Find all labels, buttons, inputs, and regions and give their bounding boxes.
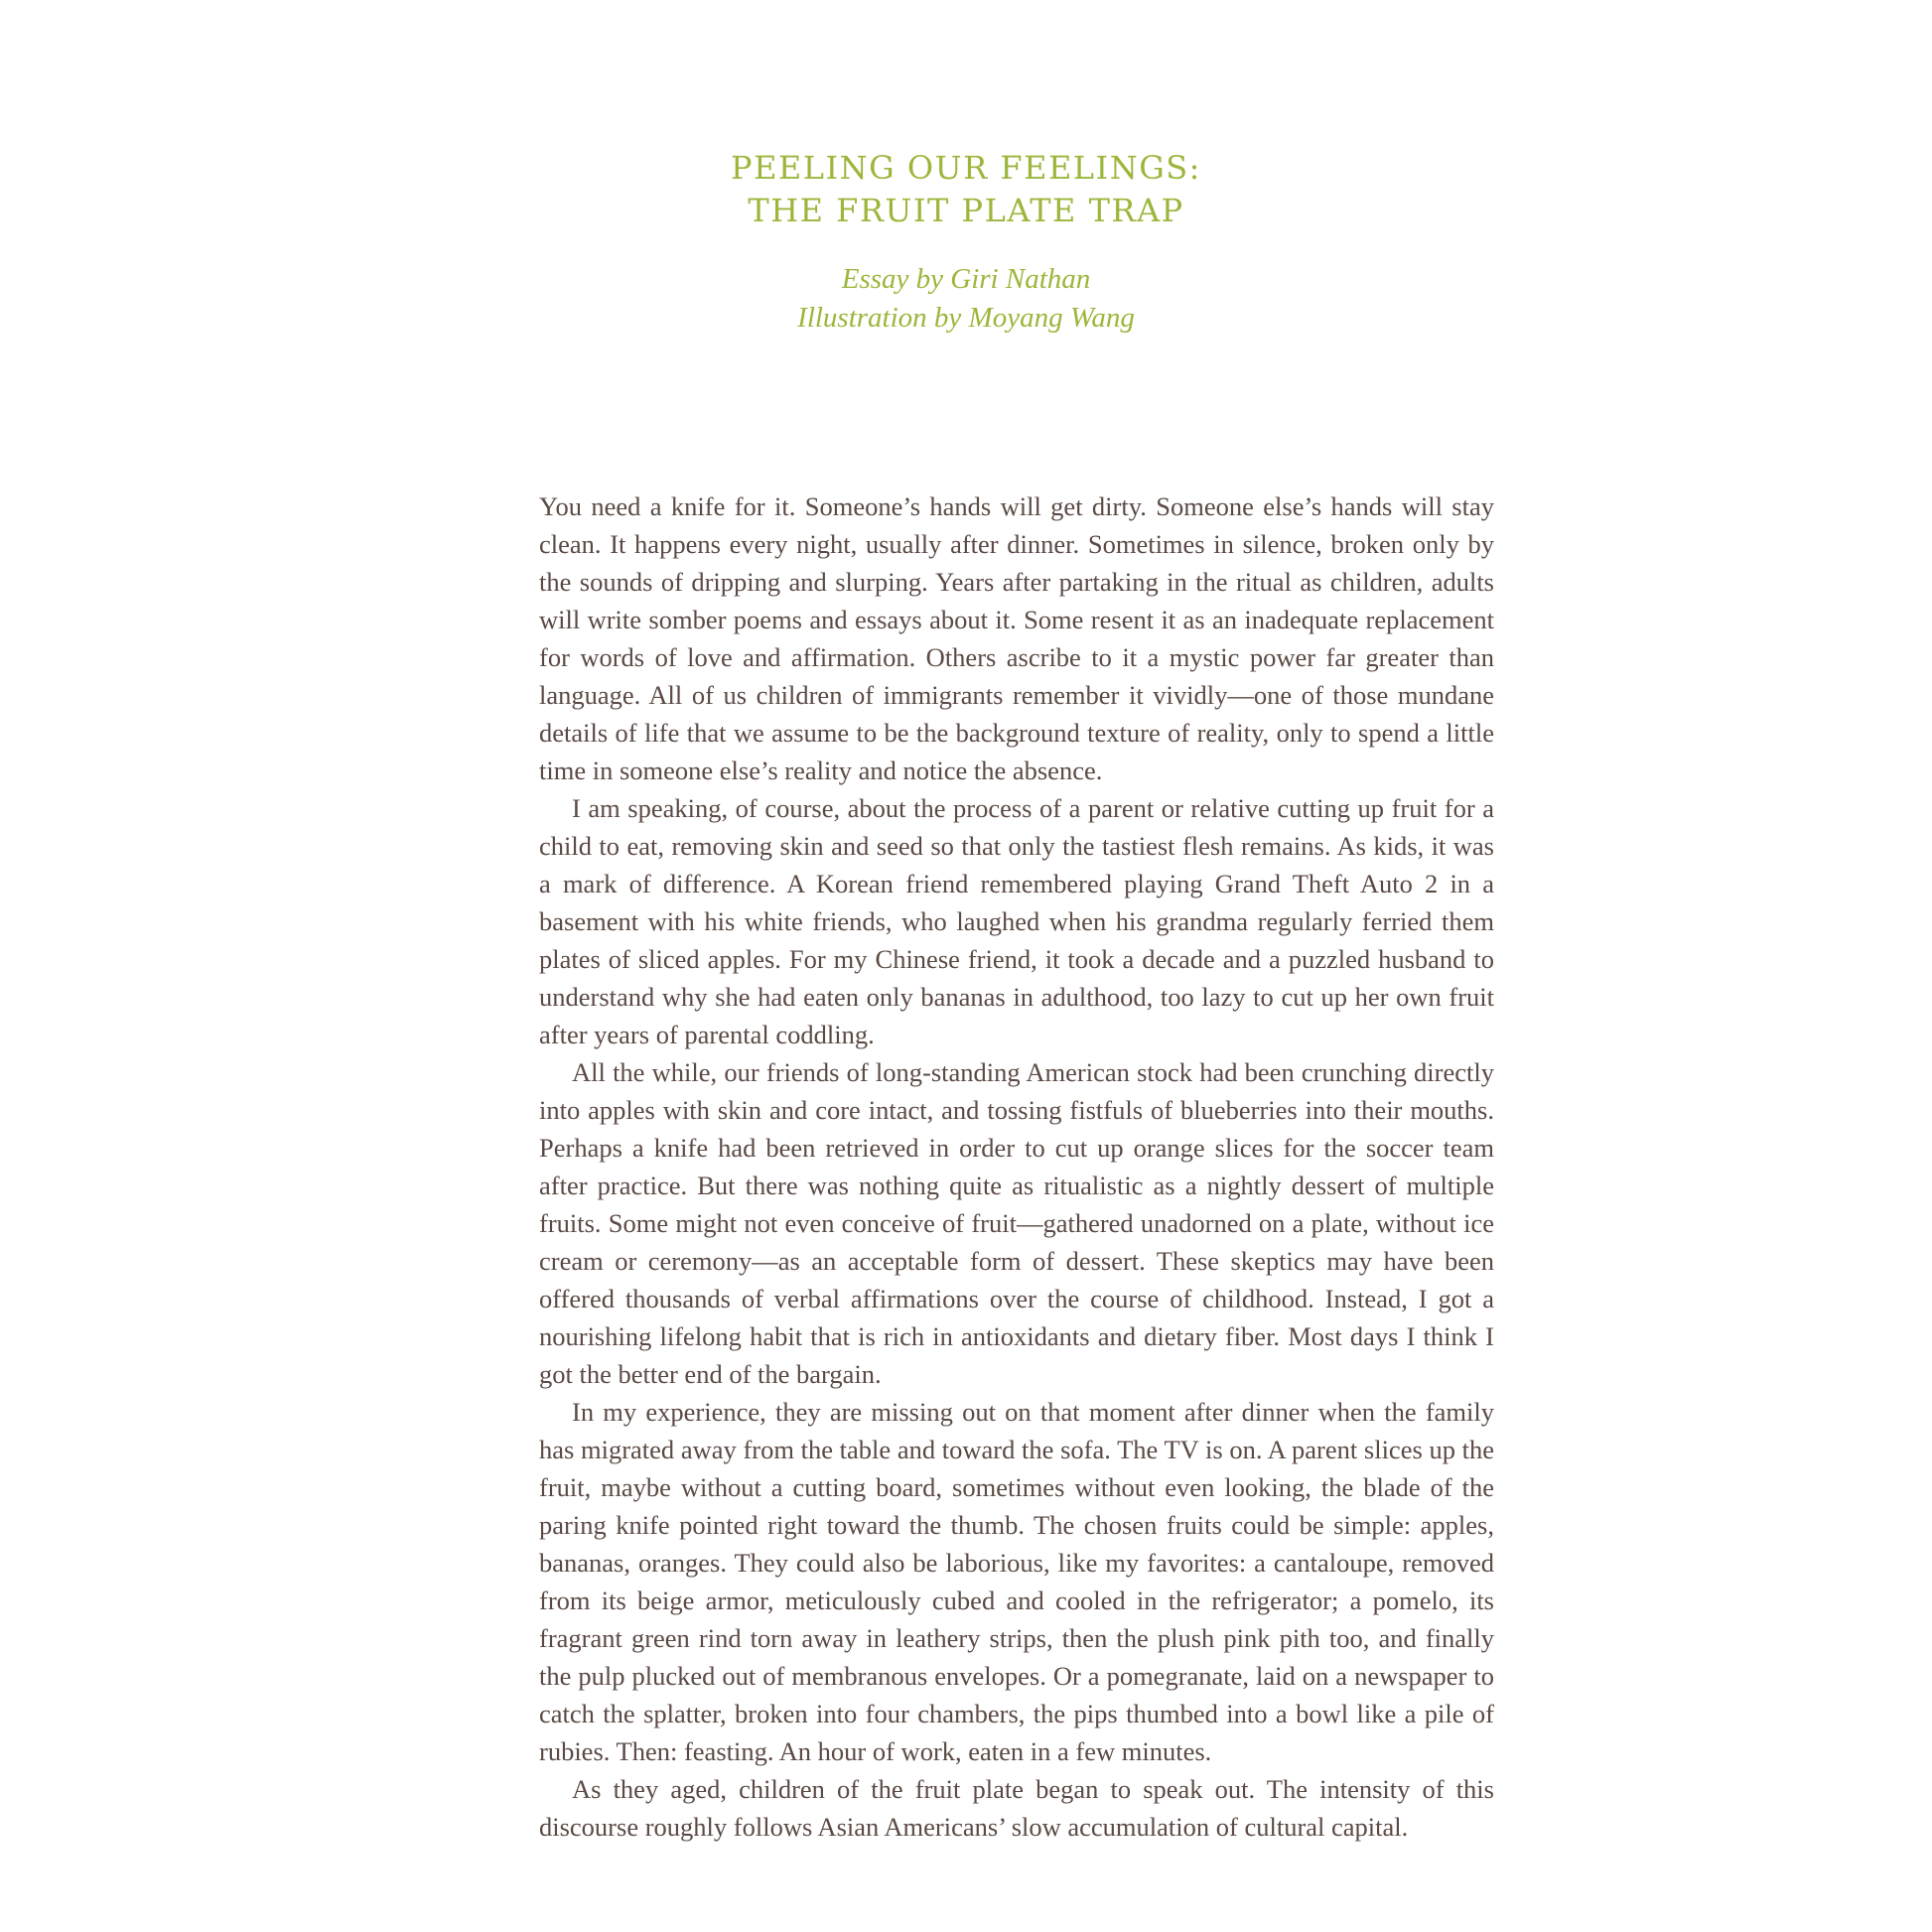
paragraph: You need a knife for it. Someone’s hands will get dirty. Someone else’s hands will stay clean. It happens every night, usually after dinner. Sometimes in silence, broken only by the sounds of dripping and slurping. Years after partaking in the ritual as children, adults will write somber poems and essays about it. Some resent it as an inadequate replacement for words of love and affirmation. Others ascribe to it a mystic power far greater than language. All of us children of immigrants remember it vividly—one of those mundane details of life that we assume to be the background texture of reality, only to spend a little time in someone else’s reality and notice the absence. [539,491,1494,785]
credits [0,260,1932,338]
essay-title-line-1: PEELING OUR FEELINGS: [731,149,1201,187]
paragraph: All the while, our friends of long-standing American stock had been crunching directly into apples with skin and core intact, and tossing fistfuls of blueberries into their mouths. Perhaps a knife had been retrieved in order to cut up orange slices for the soccer team after practice. But there was nothing quite as ritualistic as a nightly dessert of multiple fruits. Some might not even conceive of fruit—gathered unadorned on a plate, without ice cream or ceremony—as an acceptable form of dessert. These skeptics may have been offered thousands of verbal affirmations over the course of childhood. Instead, I got a nourishing lifelong habit that is rich in antioxidants and dietary fiber. Most days I think I got the better end of the bargain. [539,1057,1494,1389]
paragraph: As they aged, children of the fruit plate began to speak out. The intensity of this discourse roughly follows Asian Americans’ slow accumulation of cultural capital. [539,1774,1494,1842]
essay-body [539,487,1494,1846]
paragraph: I am speaking, of course, about the process of a parent or relative cutting up fruit for a child to eat, removing skin and seed so that only the tastiest flesh remains. As kids, it was a mark of difference. A Korean friend remembered playing Grand Theft Auto 2 in a basement with his white friends, who laughed when his grandma regularly ferried them plates of sliced apples. For my Chinese friend, it took a decade and a puzzled husband to understand why she had eaten only bananas in adulthood, too lazy to cut up her own fruit after years of parental coddling. [539,793,1494,1049]
essay-author-credit: Essay by Giri Nathan [841,263,1091,295]
illustration-credit: Illustration by Moyang Wang [797,302,1135,334]
essay-title-line-2: THE FRUIT PLATE TRAP [748,192,1184,229]
paragraph: In my experience, they are missing out on that moment after dinner when the family has migrated away from the table and toward the sofa. The TV is on. A parent slices up the fruit, maybe without a cutting board, sometimes without even looking, the blade of the paring knife pointed right toward the thumb. The chosen fruits could be simple: apples, bananas, oranges. They could also be laborious, like my favorites: a cantaloupe, removed from its beige armor, meticulously cubed and cooled in the refrigerator; a pomelo, its fragrant green rind torn away in leathery strips, then the plush pink pith too, and finally the pulp plucked out of membranous envelopes. Or a pomegranate, laid on a newspaper to catch the splatter, broken into four chambers, the pips thumbed into a bowl like a pile of rubies. Then: feasting. An hour of work, eaten in a few minutes. [539,1397,1494,1766]
essay-header [0,147,1932,338]
